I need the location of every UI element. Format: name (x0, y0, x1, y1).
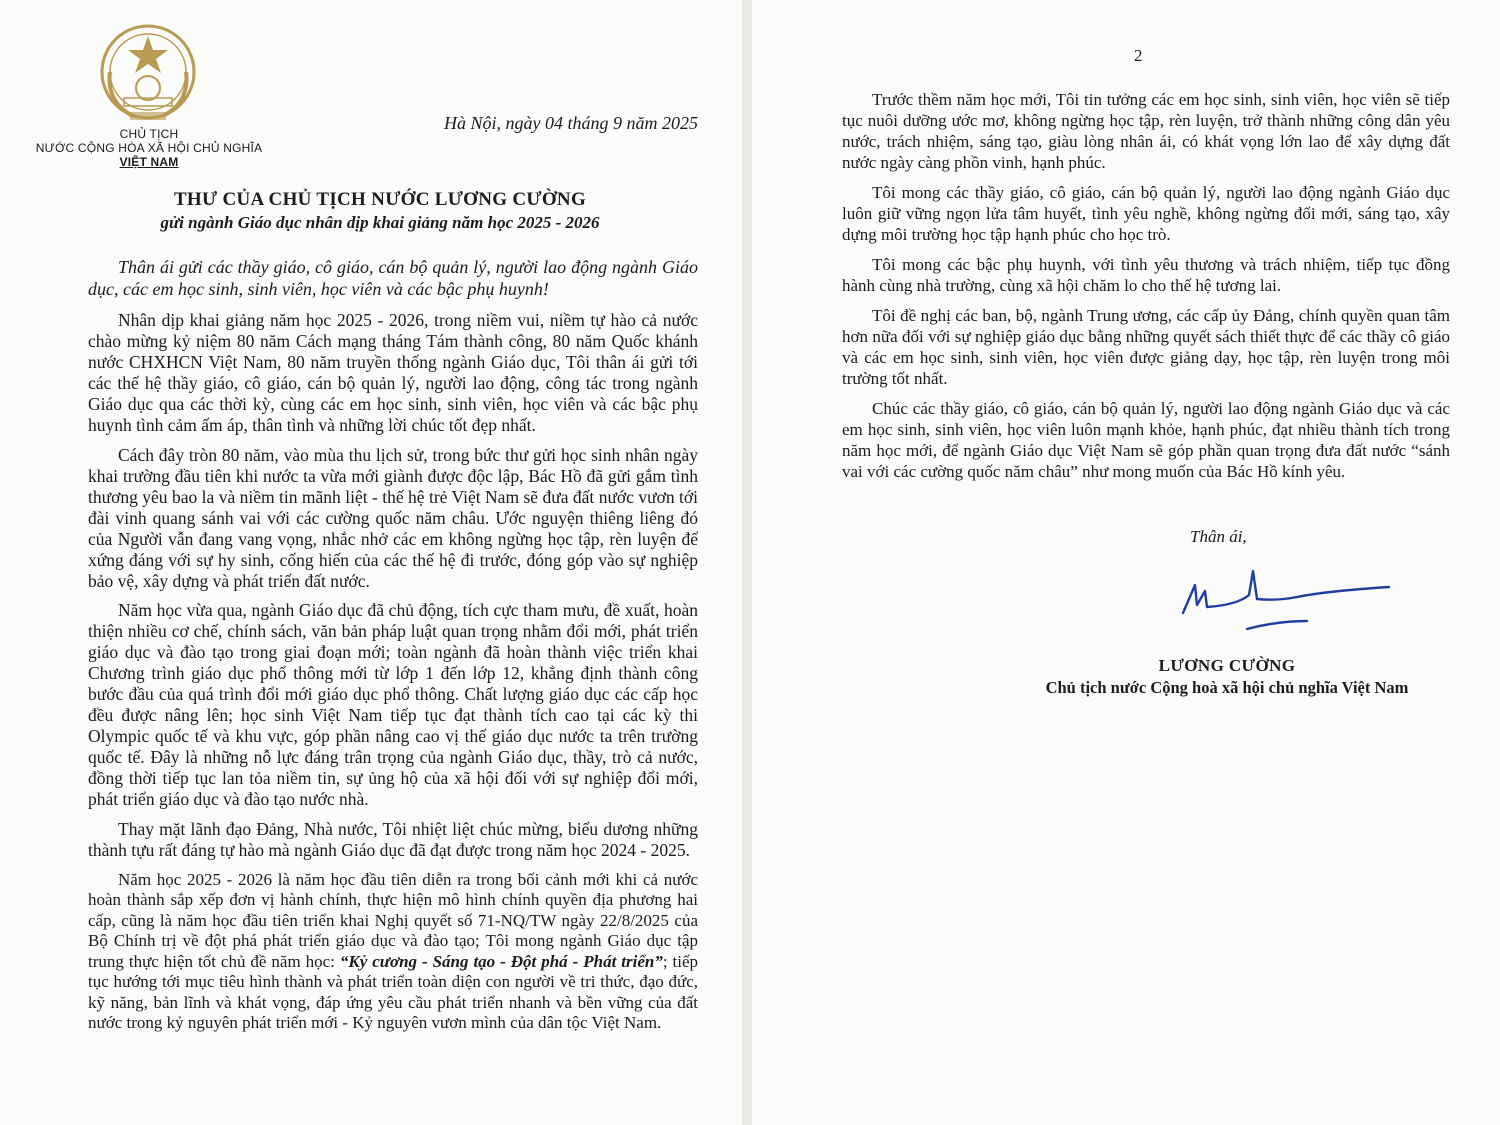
paragraph: Thay mặt lãnh đạo Đảng, Nhà nước, Tôi nhiệt liệt chúc mừng, biểu dương những thành tựu rất đáng tự hào mà ngành Giáo dục đã đạt được trong năm học 2024 - 2025. (88, 818, 698, 860)
paragraph: Tôi mong các thầy giáo, cô giáo, cán bộ quản lý, người lao động ngành Giáo dục luôn giữ vững ngọn lửa tâm huyết, tình yêu nghề, không ngừng đổi mới, sáng tạo, xây dựng môi trường học tập hạnh phúc cho học trò. (842, 183, 1450, 244)
paragraph: Trước thềm năm học mới, Tôi tin tưởng các em học sinh, sinh viên, học viên sẽ tiếp tục nuôi dưỡng ước mơ, không ngừng học tập, rèn luyện, trở thành những công dân yêu nước, trách nhiệm, sáng tạo, giàu lòng nhân ái, có khát vọng lớn lao để xây dựng đất nước ngày càng phồn vinh, hạnh phúc. (842, 90, 1450, 172)
signature-icon (1177, 565, 1392, 640)
school-year-slogan: “Kỷ cương - Sáng tạo - Đột phá - Phát triển” (339, 951, 663, 971)
paragraph: Tôi mong các bậc phụ huynh, với tình yêu thương và trách nhiệm, tiếp tục đồng hành cùng nhà trường, cùng xã hội chăm lo cho thế hệ tương lai. (842, 255, 1450, 295)
paragraph (88, 870, 698, 1034)
paragraph: Nhân dịp khai giảng năm học 2025 - 2026, trong niềm vui, niềm tự hào cả nước chào mừng kỷ niệm 80 năm Cách mạng tháng Tám thành công, 80 năm Quốc khánh nước CHXHCN Việt Nam, 80 năm truyền thống ngành Giáo dục, Tôi thân ái gửi tới các thế hệ thầy giáo, cô giáo, cán bộ quản lý, người lao động, công tác trong ngành Giáo dục qua các thời kỳ, cùng các em học sinh, sinh viên, học viên và các bậc phụ huynh tình cảm ấm áp, thân tình và những lời chúc tốt đẹp nhất. (88, 310, 698, 435)
paragraph: Năm học vừa qua, ngành Giáo dục đã chủ động, tích cực tham mưu, đề xuất, hoàn thiện nhiều cơ chế, chính sách, văn bản pháp luật quan trọng nhằm đổi mới, phát triển giáo dục và đào tạo trong giai đoạn mới; toàn ngành đã hoàn thành việc triển khai Chương trình giáo dục phổ thông mới từ lớp 1 đến lớp 12, khẳng định thành công bước đầu của quá trình đổi mới giáo dục phổ thông. Chất lượng giáo dục các cấp học đều được nâng lên; học sinh Việt Nam tiếp tục đạt thành tích cao tại các kỳ thi Olympic quốc tế và khu vực, góp phần nâng cao vị thế giáo dục nước ta trên trường quốc tế. Đây là những nỗ lực đáng trân trọng của ngành Giáo dục, thầy, trò cả nước, đồng thời tiếp tục lan tỏa niềm tin, sự ủng hộ của xã hội đối với sự nghiệp đổi mới, phát triển giáo dục và đào tạo nước nhà. (88, 600, 698, 809)
signer-title: Chủ tịch nước Cộng hoà xã hội chủ nghĩa Việt Nam (1045, 678, 1409, 697)
letter-body-page-2 (842, 89, 1450, 491)
org-line-2: NƯỚC CỘNG HÒA XÃ HỘI CHỦ NGHĨA (35, 141, 263, 155)
paragraph-text: ; tiếp tục hướng tới mục tiêu hình thành và phát triển toàn diện con người về tri thức, đạo đức, kỹ năng, bản lĩnh và khát vọng, đáp ứng yêu cầu phát triển nhanh và bền vững của đất nước trong kỷ nguyên phát triển mới - Kỷ nguyên vươn mình của dân tộc Việt Nam. (88, 951, 698, 1032)
letter-page-1 (0, 0, 742, 1125)
issuing-authority (26, 127, 272, 169)
date-line: Hà Nội, ngày 04 tháng 9 năm 2025 (444, 113, 698, 133)
letter-body-page-1 (88, 256, 698, 1042)
paragraph: Cách đây tròn 80 năm, vào mùa thu lịch sử, trong bức thư gửi học sinh nhân ngày khai trường đầu tiên khi nước ta vừa mới giành được độc lập, Bác Hồ đã gửi gắm tình thương yêu bao la và niềm tin mãnh liệt - thế hệ trẻ Việt Nam sẽ đưa đất nước vươn tới đài vinh quang sánh vai với các cường quốc năm châu. Ước nguyện thiêng liêng đó của Người vẫn đang vang vọng, nhắc nhở các em không ngừng học tập, rèn luyện để xứng đáng với sự hy sinh, cống hiến của các thế hệ đi trước, đóng góp vào sự nghiệp bảo vệ, xây dựng và phát triển đất nước. (88, 444, 698, 591)
closing: Thân ái, (1190, 527, 1247, 546)
paragraph-text: Năm học 2025 - 2026 là năm học đầu tiên diễn ra trong bối cảnh mới khi cả nước hoàn thành sắp xếp đơn vị hành chính, thực hiện mô hình chính quyền địa phương hai cấp, cũng là năm học đầu tiên triển khai Nghị quyết số 71-NQ/TW ngày 22/8/2025 của Bộ Chính trị về đột phá phát triển giáo dục và đào tạo; Tôi mong ngành Giáo dục tập trung thực hiện tốt chủ đề năm học: (88, 869, 698, 971)
letter-page-2 (752, 0, 1500, 1125)
page-number: 2 (1134, 46, 1143, 65)
letter-subtitle: gửi ngành Giáo dục nhân dịp khai giảng năm học 2025 - 2026 (160, 213, 600, 232)
org-line-1: CHỦ TỊCH (119, 127, 179, 141)
greeting: Thân ái gửi các thầy giáo, cô giáo, cán bộ quản lý, người lao động ngành Giáo dục, các em học sinh, sinh viên, học viên và các bậc phụ huynh! (88, 257, 698, 299)
paragraph: Chúc các thầy giáo, cô giáo, cán bộ quản lý, người lao động ngành Giáo dục và các em học sinh, sinh viên, học viên luôn mạnh khỏe, hạnh phúc, đạt nhiều thành tích trong năm học mới, để ngành Giáo dục Việt Nam sẽ góp phần quan trọng đưa đất nước “sánh vai với các cường quốc năm châu” như mong muốn của Bác Hồ kính yêu. (842, 399, 1450, 481)
paragraph: Tôi đề nghị các ban, bộ, ngành Trung ương, các cấp ủy Đảng, chính quyền quan tâm hơn nữa đối với sự nghiệp giáo dục bằng những quyết sách thiết thực để các thầy cô giáo và các em học sinh, sinh viên, học viên được giảng dạy, học tập, rèn luyện trong môi trường tốt nhất. (842, 306, 1450, 388)
national-emblem-icon (98, 22, 198, 126)
signer-name: LƯƠNG CƯỜNG (1158, 656, 1296, 675)
letter-title: THƯ CỦA CHỦ TỊCH NƯỚC LƯƠNG CƯỜNG (173, 189, 587, 210)
org-line-3: VIỆT NAM (119, 155, 179, 169)
